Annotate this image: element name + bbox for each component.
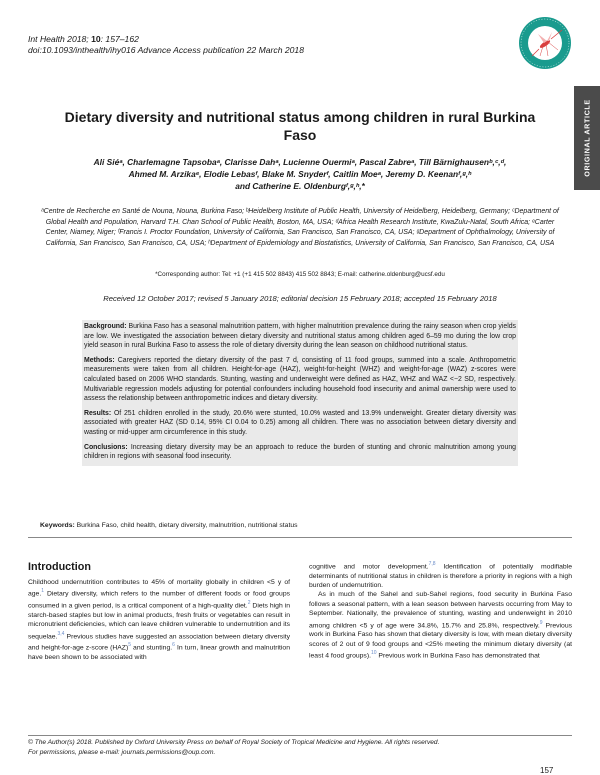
abstract-text: Caregivers reported the dietary diversity of the past 7 d, consisting of 11 food groups, summed into a scale. Anthropometric measurements were taken from all children. Height-for-age (HAZ), weight-for-height (WHZ) and weight-for-age (WAZ) z-scores were calculated based on 2006 WHO standards. Stunting, wasting and underweight were defined as HAZ, WHZ and WAZ <−2 SD, respectively. Multivariable regression models adjusting for potential confounders including household food insecurity and animal ownership were used to assess the relationship between anthropometric indices and dietary diversity. xyxy=(84,356,516,403)
citation-link[interactable]: 7,8 xyxy=(428,561,436,567)
article-type-tab xyxy=(574,86,600,190)
authors-line: Ahmed M. Arzikaᵉ, Elodie Lebasᶠ, Blake M. Snyderᶠ, Caitlin Moeᵃ, Jeremy D. Keenanᶠ,ᵍ,ʰ xyxy=(128,169,472,179)
abstract-conclusions xyxy=(82,443,518,462)
journal-name: Int Health 2018; xyxy=(28,34,89,44)
abstract-background xyxy=(82,322,518,351)
body-paragraph: cognitive and motor development.$^{7,8}$ Identification of potentially modifiable determinants of nutritional status in children is therefore a priority in regions with a high burden of undernutrition. xyxy=(309,561,572,590)
permissions-line: For permissions, please e-mail: journals.permissions@oup.com. xyxy=(28,748,216,756)
section-heading: Introduction xyxy=(28,561,91,573)
abstract-label: Results: xyxy=(84,409,112,417)
body-paragraph: As in much of the Sahel and sub-Sahel regions, food security in Burkina Faso follows a seasonal pattern, with a lean season between harvests occurring from May to September. Nationally, the prevalence of stunting, wasting and underweight in 2010 among children <5 y of age were 34.8%, 15.7% and 25.8%, respectively.$^9$ Previous work in Burkina Faso has shown that dietary diversity is low, with mean dietary diversity scores of 2 out of 9 food groups and <25% meeting the minimum dietary diversity (at least 4 food groups).$^{10}$ Previous work in Burkina Faso has demonstrated that xyxy=(309,591,572,660)
keywords-label: Keywords: xyxy=(40,522,75,529)
abstract-label: Background: xyxy=(84,323,127,330)
citation-link[interactable]: 9 xyxy=(539,619,543,626)
affiliations: ᵃCentre de Recherche en Santé de Nouna, Nouna, Burkina Faso; ᵇHeidelberg Institute of Public Health, University of Heidelberg, Heidelberg, Germany; ᶜDepartment of Global Health and Population, Harvard T.H. Chan School of Public Health, Boston, MA, USA; ᵈAfrica Health Research Institute, KwaZulu-Natal, South Africa; ᵉCarter Center, Niamey, Niger; ᶠFrancis I. Proctor Foundation, University of California, San Francisco, San Francisco, CA, USA; ᵍDepartment of Ophthalmology, University of California, San Francisco, San Francisco, CA, USA; ʰDepartment of Epidemiology and Biostatistics, University of California, San Francisco, San Francisco, CA, USA xyxy=(41,208,559,247)
abstract-box xyxy=(82,320,518,466)
citation-link[interactable]: 3,4 xyxy=(57,630,65,637)
journal-pages: : 157–162 xyxy=(100,34,139,44)
authors-line: Ali Siéᵃ, Charlemagne Tapsobaᵃ, Clarisse Dahᵃ, Lucienne Ouermiᵃ, Pascal Zabreᵃ, Till Bärnighausenᵇ,ᶜ,ᵈ, xyxy=(93,157,507,167)
abstract-methods xyxy=(82,356,518,404)
citation-link[interactable]: 10 xyxy=(370,650,377,657)
footer-divider xyxy=(28,735,572,736)
abstract-text: Increasing dietary diversity may be an approach to reduce the burden of stunting and chronic malnutrition among young children in regions with seasonal food insecurity. xyxy=(84,443,516,461)
body-paragraph: Childhood undernutrition contributes to 45% of mortality globally in children <5 y of age.$^1$ Dietary diversity, which refers to the number of different foods or food groups consumed in a given period, is a critical component of a high-quality diet.$^2$ Diets high in starch-based staples but low in animal products, fresh fruits or vegetables can result in micronutrient deficiencies, which can leave children vulnerable to undernutrition and its sequelae.$^{3,4}$ Previous studies have suggested an association between dietary diversity and height-for-age z-score (HAZ)$^5$ and stunting.$^6$ In turn, linear growth and malnutrition have been shown to be associated with xyxy=(28,579,290,661)
page-number: 157 xyxy=(540,766,554,775)
journal-citation xyxy=(28,34,304,56)
abstract-text: Burkina Faso has a seasonal malnutrition pattern, with higher malnutrition prevalence during the rainy season when crop yields are low. We investigated the association between dietary diversity and nutritional status among children aged 6–59 mo during the low crop yield season in rural Burkina Faso to assess the role of dietary diversity during the lean season on childhood nutritional status. xyxy=(84,323,517,350)
article-dates: Received 12 October 2017; revised 5 January 2018; editorial decision 15 February 2018; accepted 15 February 2018 xyxy=(103,294,497,303)
citation-link[interactable]: 1 xyxy=(41,588,45,595)
abstract-label: Conclusions: xyxy=(84,443,128,451)
society-logo xyxy=(518,16,572,70)
keywords-text: Burkina Faso, child health, dietary diversity, malnutrition, nutritional status xyxy=(76,522,298,529)
keywords xyxy=(40,521,560,530)
citation-link[interactable]: 6 xyxy=(172,642,175,649)
author-list xyxy=(48,156,552,192)
citation-link[interactable]: 5 xyxy=(128,642,131,649)
body-column-right xyxy=(309,560,572,661)
abstract-label: Methods: xyxy=(84,356,115,364)
abstract-results xyxy=(82,409,518,438)
copyright-footer xyxy=(28,738,572,757)
article-title: Dietary diversity and nutritional status among children in rural Burkina Faso xyxy=(64,109,536,143)
corresponding-author[interactable]: *Corresponding author: Tel: +1 (+1 415 502 8843) 415 502 8843; E-mail: catherine.oldenburg@ucsf.edu xyxy=(155,271,445,278)
section-divider xyxy=(28,537,572,538)
doi-line[interactable]: doi:10.1093/inthealth/ihy016 Advance Access publication 22 March 2018 xyxy=(28,45,304,55)
authors-line: and Catherine E. Oldenburgᶠ,ᵍ,ʰ,* xyxy=(235,181,365,191)
article-type-label: ORIGINAL ARTICLE xyxy=(582,99,592,177)
copyright-line: © The Author(s) 2018. Published by Oxford University Press on behalf of Royal Society of Tropical Medicine and Hygiene. All rights reserved. xyxy=(28,739,440,746)
abstract-text: Of 251 children enrolled in the study, 20.6% were stunted, 10.0% wasted and 13.9% underweight. Greater dietary diversity was associated with greater HAZ (SD 0.14, 95% CI 0.04 to 0.25) among all children. There was no association between dietary diversity and wasting or mid-upper arm circumference in this study. xyxy=(84,409,516,436)
citation-link[interactable]: 2 xyxy=(247,600,251,607)
body-column-left xyxy=(28,578,290,662)
logo-emblem-icon xyxy=(518,16,572,70)
journal-volume: 10 xyxy=(91,34,101,44)
